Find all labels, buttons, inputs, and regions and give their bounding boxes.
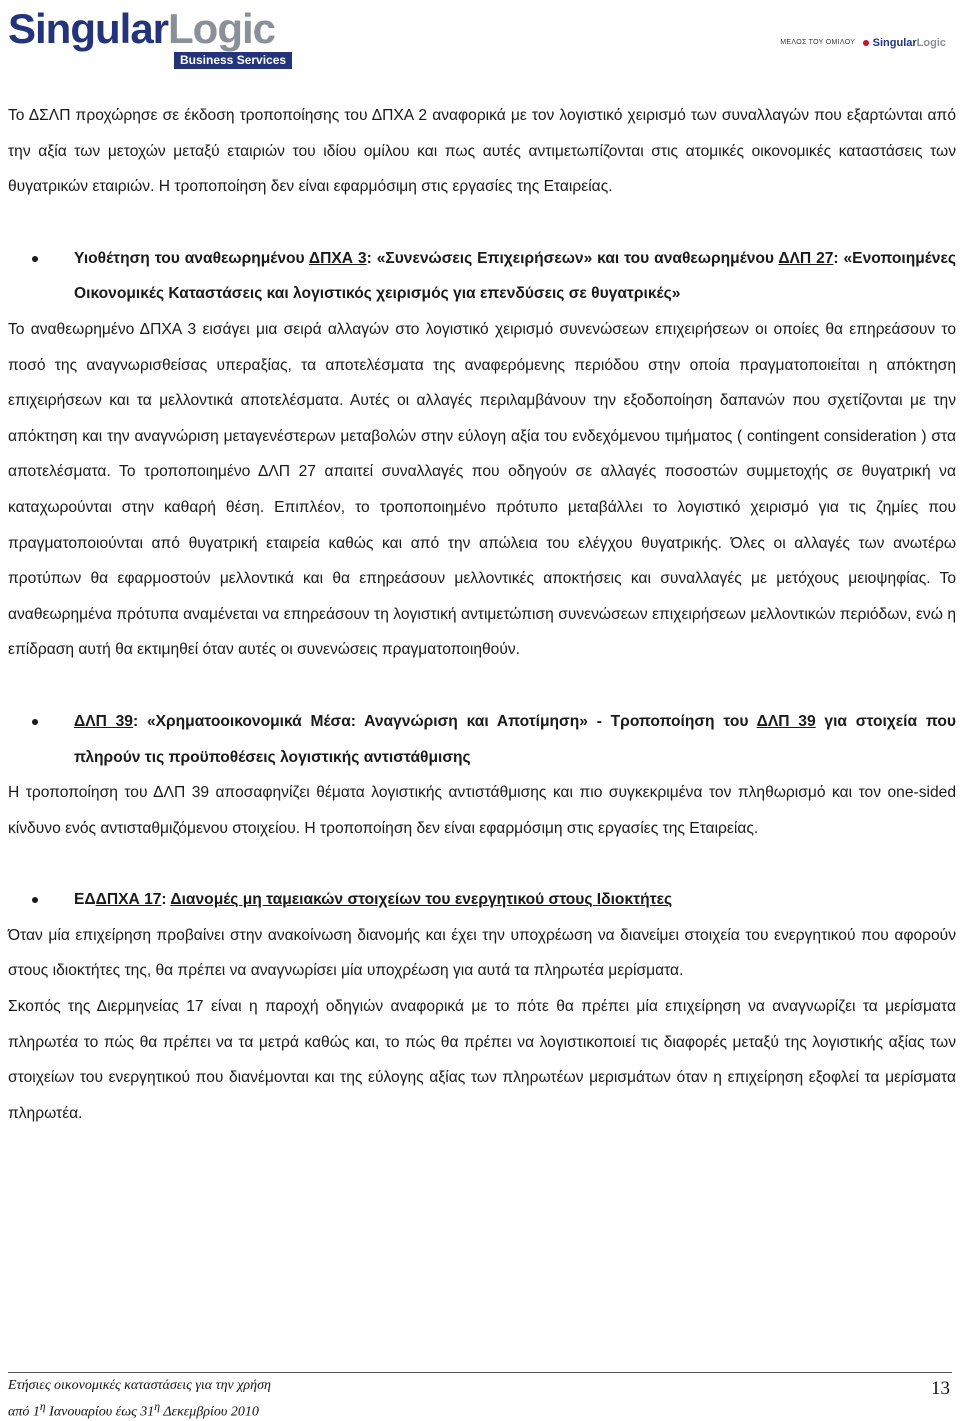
heading-text: : «Ενοποιημένες Οικονομικές Καταστάσεις και λογιστικός χειρισμός για επενδύσεις σε θυγατρικές»: [74, 249, 956, 303]
member-text: ΜΕΛΟΣ ΤΟΥ ΟΜΙΛΟΥ: [780, 39, 856, 46]
spacer: [8, 205, 956, 241]
heading-ias39: [8, 704, 956, 775]
heading-ifric17: [8, 882, 956, 918]
paragraph-ifric17-purpose: Σκοπός της Διερμηνείας 17 είναι η παροχή οδηγιών αναφορικά με το πότε θα πρέπει μία επιχείρηση να αναγνωρίζει τα μερίσματα πληρωτέα το πώς θα πρέπει να τα μετρά καθώς και, το πώς θα πρέπει να λογιστικοποιεί τις διαφορές μεταξύ της λογιστικής αξίας των στοιχείων του ενεργητικού που διανέμονται και της εύλογης αξίας των πληρωτέων μερισμάτων όταν η επιχείρηση εξοφλεί τα μερίσματα πληρωτέα.: [8, 998, 956, 1122]
heading-text: ΕΔ: [74, 891, 96, 909]
spacer: [8, 846, 956, 882]
footer-title: Ετήσιες οικονομικές καταστάσεις για την χρήση: [8, 1378, 271, 1393]
logo-singular: Singular: [8, 5, 169, 52]
page-header: [0, 0, 960, 80]
heading-text: για στοιχεία που πληρούν τις προϋποθέσεις λογιστικής αντιστάθμισης: [74, 712, 956, 766]
page-number: 13: [931, 1378, 950, 1399]
member-brand-singular: Singular: [872, 37, 917, 49]
footer-period-text: Ιανουαρίου έως 31: [45, 1404, 155, 1420]
logo-business-services: Business Services: [174, 52, 292, 69]
bullet-icon: [32, 719, 38, 725]
brand-mark-icon: [863, 40, 869, 46]
footer-period: [8, 1400, 259, 1421]
heading-text: : «Συνενώσεις Επιχειρήσεων» και του αναθεωρημένου: [366, 249, 779, 267]
heading-ref-ias27: ΔΛΠ 27: [778, 249, 834, 267]
heading-ref-ias39: ΔΛΠ 39: [74, 712, 133, 730]
document-body: [8, 98, 956, 1131]
page-footer: [8, 1372, 956, 1420]
paragraph-ifrs3: Το αναθεωρημένο ΔΠΧΑ 3 εισάγει μια σειρά αλλαγών στο λογιστικό χειρισμό συνενώσεων επιχειρήσεων οι οποίες θα επηρεάσουν το ποσό της αναγνωρισθείσας υπεραξίας, τα αποτελέσματα της αναφερόμενης περιόδου στην οποία πραγματοποιείται η απόκτηση επιχειρήσεων και τα μελλοντικά αποτελέσματα. Αυτές οι αλλαγές περιλαμβάνουν την εξοδοποίηση δαπανών που σχετίζονται με την απόκτηση και την αναγνώριση μεταγενέστερων μεταβολών στην εύλογη αξία του ενδεχόμενου τιμήματος ( contingent consideration ) στα αποτελέσματα. Το τροποποιημένο ΔΛΠ 27 απαιτεί συναλλαγές που οδηγούν σε αλλαγές ποσοστών συμμετοχής σε θυγατρική να καταχωρούνται στην καθαρή θέση. Επιπλέον, το τροποποιημένο πρότυπο μεταβάλλει το λογιστικό χειρισμό για τις ζημίες που πραγματοποιούνται από θυγατρική εταιρεία καθώς και από την απώλεια του ελέγχου θυγατρικής. Όλες οι αλλαγές των ανωτέρω προτύπων θα εφαρμοστούν μελλοντικά και θα επηρεάσουν μελλοντικές αποκτήσεις και συναλλαγές με μετόχους μειοψηφίας. Το αναθεωρημένα πρότυπα αναμένεται να επηρεάσουν τη λογιστική αντιμετώπιση συνενώσεων επιχειρήσεων μελλοντικών περιόδων, ενώ η επίδραση αυτή θα εκτιμηθεί όταν αυτές οι συνενώσεις πραγματοποιηθούν.: [8, 320, 956, 659]
footer-period-text: από 1: [8, 1404, 40, 1420]
member-brand-logic: Logic: [916, 37, 946, 49]
heading-ref-ifric17: ΔΠΧΑ 17: [95, 891, 162, 909]
paragraph-ifrs2: Το ΔΣΛΠ προχώρησε σε έκδοση τροποποίησης του ΔΠΧΑ 2 αναφορικά με τον λογιστικό χειρισμό των συναλλαγών που εξαρτώνται από την αξία των μετοχών μεταξύ εταιριών του ιδίου ομίλου και πως αυτές αντιμετωπίζονται στις ατομικές οικονομικές καταστάσεις των θυγατρικών εταιριών. Η τροποποίηση δεν είναι εφαρμόσιμη στις εργασίες της Εταιρείας.: [8, 107, 956, 196]
heading-subject: Διανομές μη ταμειακών στοιχείων του ενεργητικού στους Ιδιοκτήτες: [170, 891, 673, 909]
footer-divider: [8, 1372, 952, 1373]
heading-ifrs3-ias27: [8, 241, 956, 312]
paragraph-ifric17-intro: Όταν μία επιχείρηση προβαίνει στην ανακοίνωση διανομής και έχει την υποχρέωση να διανείμει στοιχεία του ενεργητικού που αφορούν στους ιδιοκτήτες της, θα πρέπει να αναγνωρίσει μία υποχρέωση για αυτά τα πληρωτέα μερίσματα.: [8, 926, 956, 980]
paragraph-ias39: Η τροποποίηση του ΔΛΠ 39 αποσαφηνίζει θέματα λογιστικής αντιστάθμισης και πιο συγκεκριμένα τον πληθωρισμό και τον one-sided κίνδυνο ενός αντισταθμιζόμενου στοιχείου. Η τροποποίηση δεν είναι εφαρμόσιμη στις εργασίες της Εταιρείας.: [8, 784, 956, 837]
heading-text: : «Χρηματοοικονομικά Μέσα: Αναγνώριση και Αποτίμηση» - Τροποποίηση του: [132, 712, 757, 730]
footer-sup: η: [154, 1400, 161, 1413]
footer-period-text: Δεκεμβρίου 2010: [160, 1404, 259, 1420]
singularlogic-logo: [8, 6, 308, 70]
logo-wordmark: [8, 6, 275, 52]
bullet-icon: [32, 897, 38, 903]
spacer: [8, 668, 956, 704]
footer-sup: η: [39, 1400, 46, 1413]
member-brand: [863, 37, 946, 49]
logo-logic: Logic: [168, 5, 276, 52]
bullet-icon: [32, 256, 38, 262]
heading-ref-ias39: ΔΛΠ 39: [756, 712, 816, 730]
heading-text: :: [161, 891, 171, 909]
group-member-logo: [780, 36, 946, 50]
heading-text: Υιοθέτηση του αναθεωρημένου: [74, 249, 309, 267]
heading-ref-ifrs3: ΔΠΧΑ 3: [308, 249, 367, 267]
